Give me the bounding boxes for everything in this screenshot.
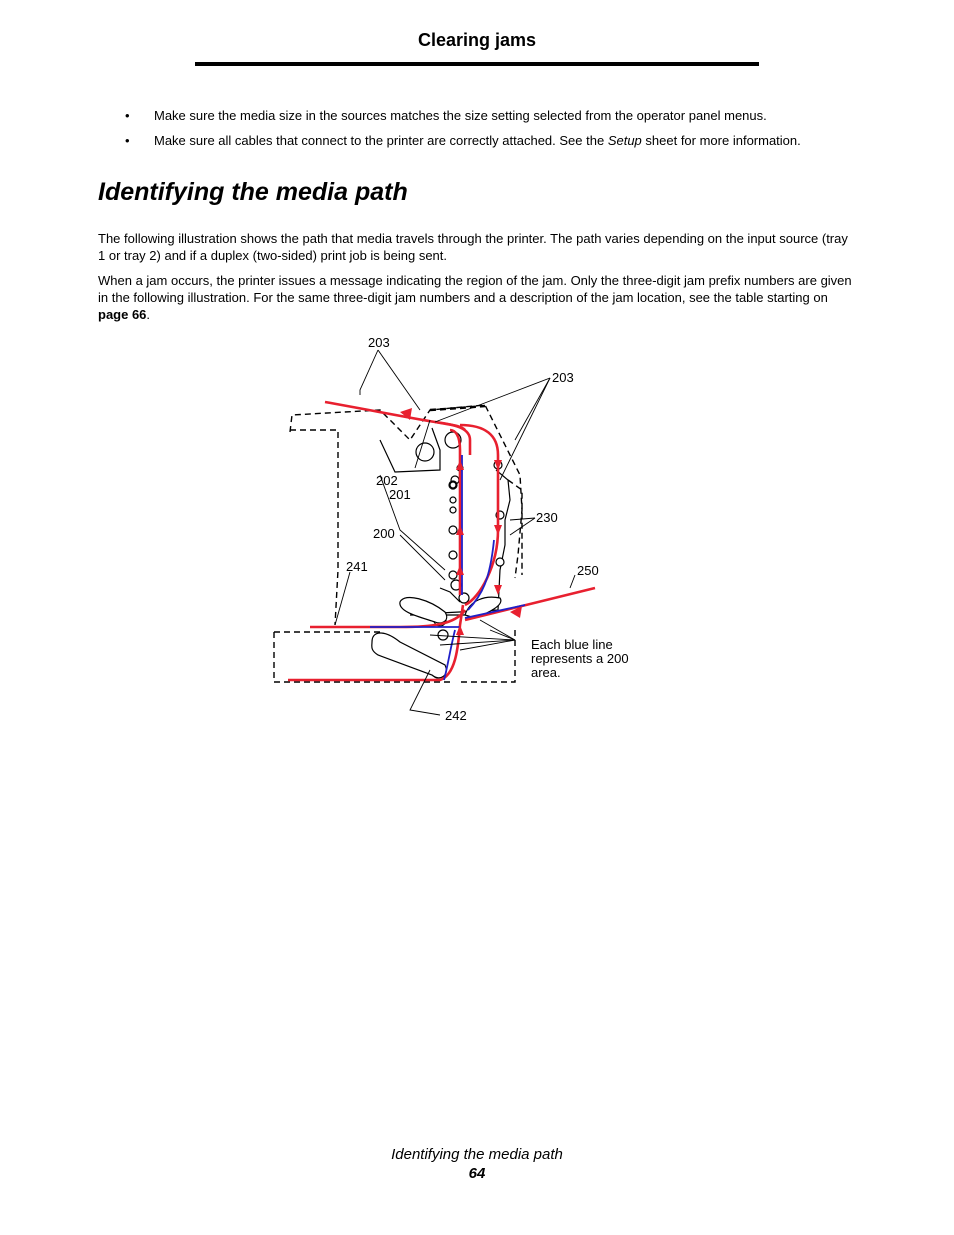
label-241: 241 xyxy=(346,559,368,574)
bullet-text-end: sheet for more information. xyxy=(641,133,801,148)
section-heading: Identifying the media path xyxy=(98,178,408,206)
bullet-item xyxy=(98,132,878,149)
header-rule xyxy=(195,62,759,66)
footer-section-title: Identifying the media path xyxy=(391,1146,563,1163)
media-path-illustration xyxy=(260,330,660,730)
label-200: 200 xyxy=(373,526,395,541)
label-230: 230 xyxy=(536,510,558,525)
setup-sheet-ref: Setup xyxy=(607,133,642,148)
printer-frame xyxy=(380,428,510,615)
bullet-glyph: • xyxy=(125,108,130,123)
bullet-glyph: • xyxy=(125,133,130,148)
pick-arms xyxy=(372,597,501,678)
label-201: 201 xyxy=(389,487,411,502)
bullet-text: Make sure the media size in the sources matches the size setting selected from the operator panel menus. xyxy=(154,108,767,123)
paragraph-jam-end: . xyxy=(146,307,151,322)
paragraph-jam-info xyxy=(98,272,858,323)
bullet-list xyxy=(98,107,878,157)
note-line-1: Each blue line xyxy=(531,637,613,652)
media-path-diagram xyxy=(260,330,660,730)
bullet-text: Make sure all cables that connect to the printer are correctly attached. See the xyxy=(154,133,608,148)
page-reference-link[interactable]: page 66 xyxy=(98,307,147,322)
paragraph-jam-text: When a jam occurs, the printer issues a message indicating the region of the jam. Only the three-digit jam prefix numbers are given in the following illustration. For the same three-digit jam numbers and a description of the jam location, see the table starting on xyxy=(98,273,852,305)
note-line-3: area. xyxy=(531,665,561,680)
label-203-top: 203 xyxy=(368,335,390,350)
note-line-2: represents a 200 xyxy=(531,651,629,666)
label-203-right: 203 xyxy=(552,370,574,385)
label-202: 202 xyxy=(376,473,398,488)
label-250: 250 xyxy=(577,563,599,578)
header-title: Clearing jams xyxy=(417,30,537,50)
bullet-item xyxy=(98,107,878,124)
label-242: 242 xyxy=(445,708,467,723)
paragraph-intro: The following illustration shows the path that media travels through the printer. The path varies depending on the input source (tray 1 or tray 2) and if a duplex (two-sided) print job is being sent. xyxy=(98,231,848,263)
footer-page-number: 64 xyxy=(468,1165,486,1182)
